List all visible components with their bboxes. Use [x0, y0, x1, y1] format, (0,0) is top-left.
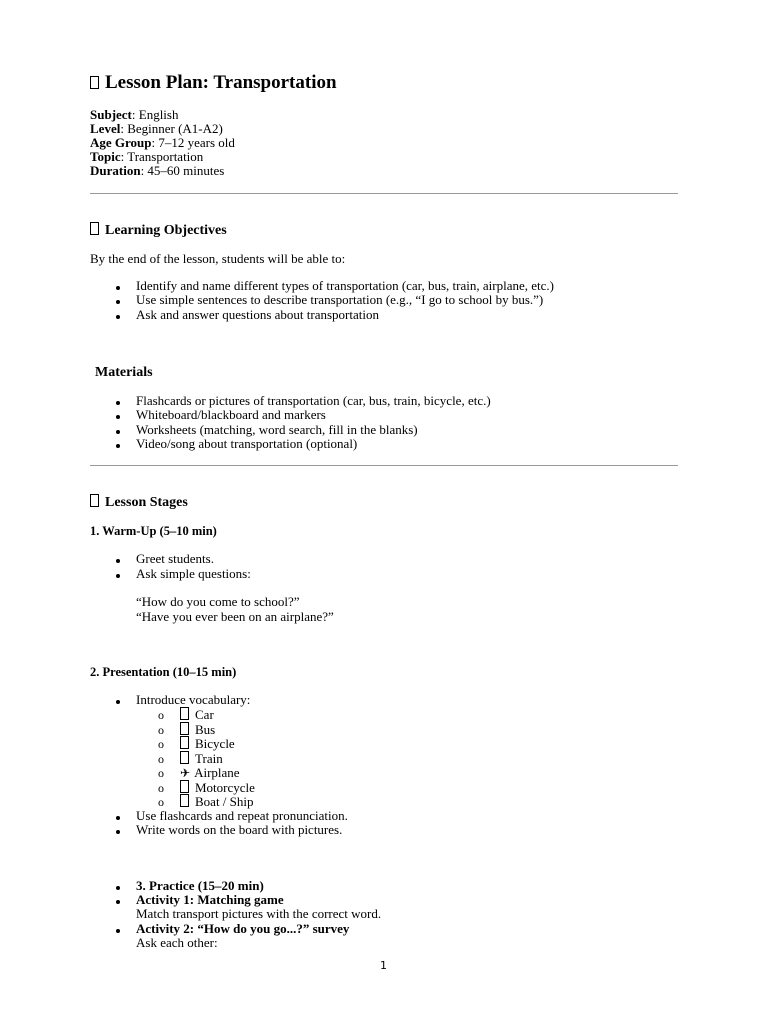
sub-bullet-marker: o	[158, 752, 164, 766]
stages-heading	[90, 494, 188, 511]
divider	[90, 193, 678, 194]
warmup-heading: 1. Warm-Up (5–10 min)	[90, 524, 217, 538]
bicycle-icon	[180, 736, 189, 749]
meta-level	[90, 122, 223, 136]
vocab-item-bicycle	[180, 736, 235, 752]
question-quote: “Have you ever been on an airplane?”	[136, 609, 334, 624]
list-item: Introduce vocabulary:	[136, 692, 251, 707]
bullet-dot	[116, 886, 120, 890]
vocab-label: Bicycle	[195, 736, 235, 751]
list-item: Greet students.	[136, 551, 214, 566]
boat-icon	[180, 794, 189, 807]
list-item: Ask and answer questions about transportation	[136, 307, 379, 322]
stages-heading-text: Lesson Stages	[105, 495, 188, 510]
page-title-text: Lesson Plan: Transportation	[105, 72, 337, 93]
square-placeholder-icon	[90, 494, 99, 507]
bullet-dot	[116, 300, 120, 304]
list-item: Whiteboard/blackboard and markers	[136, 407, 326, 422]
bullet-dot	[116, 929, 120, 933]
sub-bullet-marker: o	[158, 766, 164, 780]
materials-heading: Materials	[95, 365, 153, 380]
list-item: Identify and name different types of transportation (car, bus, train, airplane, etc.)	[136, 278, 554, 293]
activity-description: Match transport pictures with the correct word.	[136, 906, 382, 921]
bullet-dot	[116, 415, 120, 419]
bullet-dot	[116, 574, 120, 578]
vocab-label: Boat / Ship	[195, 794, 254, 809]
bullet-dot	[116, 900, 120, 904]
meta-value: : English	[131, 107, 179, 122]
presentation-heading: 2. Presentation (10–15 min)	[90, 665, 237, 679]
sub-bullet-marker: o	[158, 737, 164, 751]
page-title	[90, 72, 337, 94]
meta-label: Age Group	[90, 135, 152, 150]
list-item: Flashcards or pictures of transportation (car, bus, train, bicycle, etc.)	[136, 393, 491, 408]
airplane-icon: ✈	[180, 766, 191, 780]
bus-icon	[180, 722, 189, 735]
meta-value: : Beginner (A1-A2)	[120, 121, 223, 136]
meta-topic	[90, 150, 203, 164]
vocab-item-car	[180, 707, 214, 723]
vocab-label: Car	[195, 707, 214, 722]
bullet-dot	[116, 700, 120, 704]
activity-description: Ask each other:	[136, 935, 218, 950]
list-item: Write words on the board with pictures.	[136, 822, 343, 837]
vocab-label: Airplane	[194, 765, 240, 780]
meta-label: Duration	[90, 163, 141, 178]
sub-bullet-marker: o	[158, 795, 164, 809]
meta-label: Level	[90, 121, 121, 136]
list-item: Video/song about transportation (optional)	[136, 436, 358, 451]
bullet-dot	[116, 444, 120, 448]
practice-heading: 3. Practice (15–20 min)	[136, 878, 264, 893]
car-icon	[180, 707, 189, 720]
vocab-label: Train	[195, 751, 223, 766]
motorcycle-icon	[180, 780, 189, 793]
train-icon	[180, 751, 189, 764]
bullet-dot	[116, 559, 120, 563]
activity-title: Activity 1: Matching game	[136, 892, 284, 907]
objectives-heading-text: Learning Objectives	[105, 223, 227, 238]
objectives-heading	[90, 222, 227, 239]
bullet-dot	[116, 286, 120, 290]
vocab-label: Motorcycle	[195, 780, 255, 795]
sub-bullet-marker: o	[158, 723, 164, 737]
bullet-dot	[116, 430, 120, 434]
activity-title: Activity 2: “How do you go...?” survey	[136, 921, 350, 936]
bullet-dot	[116, 315, 120, 319]
list-item: Use simple sentences to describe transportation (e.g., “I go to school by bus.”)	[136, 292, 544, 307]
sub-bullet-marker: o	[158, 781, 164, 795]
meta-duration	[90, 164, 224, 178]
meta-age-group	[90, 136, 235, 150]
meta-label: Subject	[90, 107, 132, 122]
vocab-item-airplane	[180, 765, 240, 781]
list-item: Use flashcards and repeat pronunciation.	[136, 808, 348, 823]
bullet-dot	[116, 401, 120, 405]
divider	[90, 465, 678, 466]
list-item: Ask simple questions:	[136, 566, 251, 581]
question-quote: “How do you come to school?”	[136, 594, 300, 609]
page-number: 1	[380, 959, 387, 972]
meta-label: Topic	[90, 149, 121, 164]
sub-bullet-marker: o	[158, 708, 164, 722]
list-item: Worksheets (matching, word search, fill in the blanks)	[136, 422, 418, 437]
meta-value: : 45–60 minutes	[140, 163, 225, 178]
square-placeholder-icon	[90, 222, 99, 235]
meta-subject	[90, 108, 178, 122]
bullet-dot	[116, 816, 120, 820]
meta-value: : Transportation	[120, 149, 204, 164]
objectives-intro: By the end of the lesson, students will be able to:	[90, 251, 346, 266]
meta-value: : 7–12 years old	[151, 135, 235, 150]
vocab-label: Bus	[195, 722, 216, 737]
bullet-dot	[116, 830, 120, 834]
square-placeholder-icon	[90, 76, 99, 89]
